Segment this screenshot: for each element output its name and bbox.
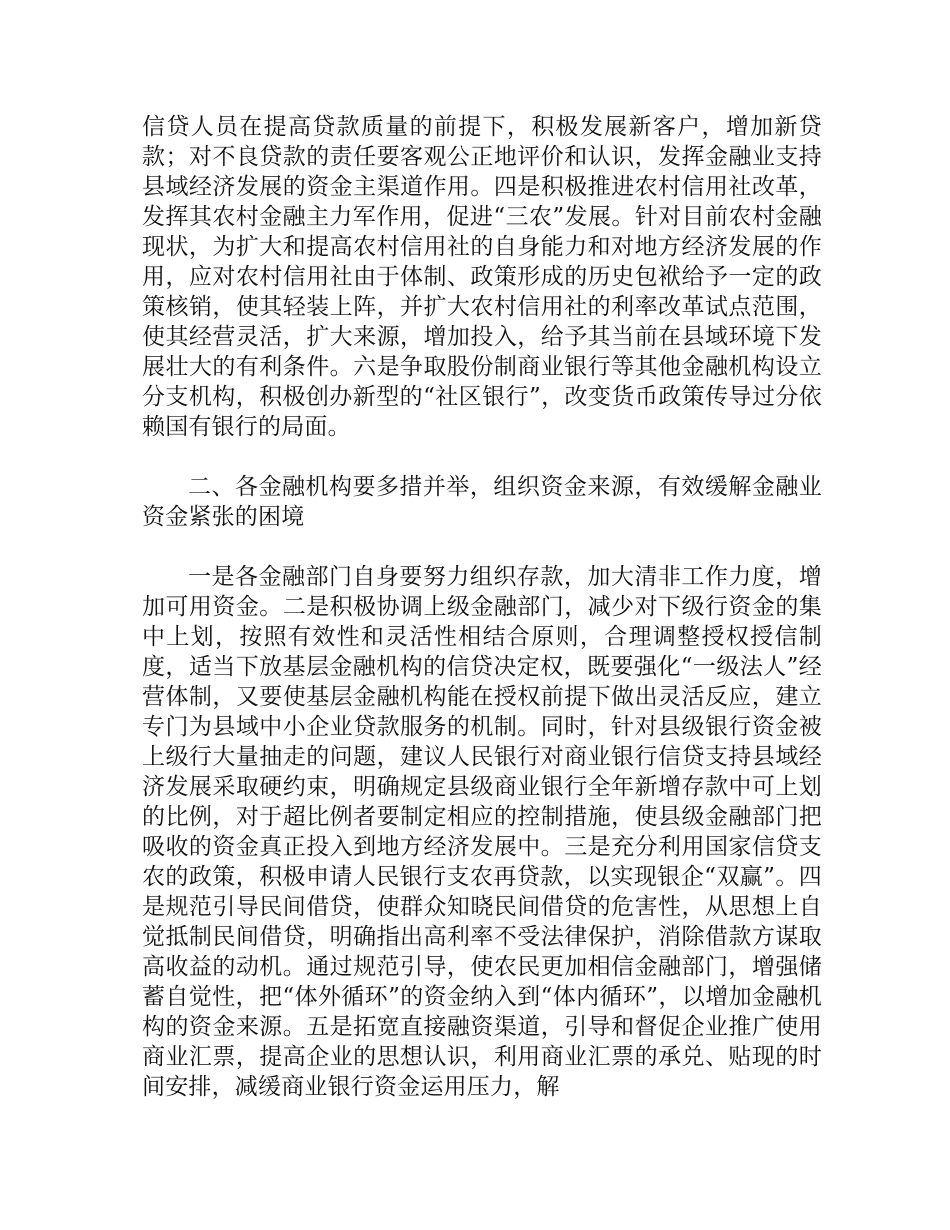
paragraph-gap xyxy=(142,532,822,562)
document-body xyxy=(142,112,822,1102)
paragraph-continuation: 信贷人员在提高贷款质量的前提下，积极发展新客户，增加新贷款；对不良贷款的责任要客观公正地评价和认识，发挥金融业支持县域经济发展的资金主渠道作用。四是积极推进农村信用社改革，发挥其农村金融主力军作用，促进“三农”发展。针对目前农村金融现状，为扩大和提高农村信用社的自身能力和对地方经济发展的作用，应对农村信用社由于体制、政策形成的历史包袱给予一定的政策核销，使其轻装上阵，并扩大农村信用社的利率改革试点范围，使其经营灵活，扩大来源，增加投入，给予其当前在县域环境下发展壮大的有利条件。六是争取股份制商业银行等其他金融机构设立分支机构，积极创办新型的“社区银行”，改变货币政策传导过分依赖国有银行的局面。 xyxy=(142,114,822,440)
section-heading: 二、各金融机构要多措并举，组织资金来源，有效缓解金融业资金紧张的困境 xyxy=(142,474,822,530)
paragraph-gap xyxy=(142,442,822,472)
paragraph-body: 一是各金融部门自身要努力组织存款，加大清非工作力度，增加可用资金。二是积极协调上级金融部门，减少对下级行资金的集中上划，按照有效性和灵活性相结合原则，合理调整授权授信制度，适当下放基层金融机构的信贷决定权，既要强化“一级法人”经营体制，又要使基层金融机构能在授权前提下做出灵活反应，建立专门为县域中小企业贷款服务的机制。同时，针对县级银行资金被上级行大量抽走的问题，建议人民银行对商业银行信贷支持县域经济发展采取硬约束，明确规定县级商业银行全年新增存款中可上划的比例，对于超比例者要制定相应的控制措施，使县级金融部门把吸收的资金真正投入到地方经济发展中。三是充分利用国家信贷支农的政策，积极申请人民银行支农再贷款，以实现银企“双赢”。四是规范引导民间借贷，使群众知晓民间借贷的危害性，从思想上自觉抵制民间借贷，明确指出高利率不受法律保护，消除借款方谋取高收益的动机。通过规范引导，使农民更加相信金融部门，增强储蓄自觉性，把“体外循环”的资金纳入到“体内循环”，以增加金融机构的资金来源。五是拓宽直接融资渠道，引导和督促企业推广使用商业汇票，提高企业的思想认识，利用商业汇票的承兑、贴现的时间安排，减缓商业银行资金运用压力，解 xyxy=(142,564,822,1100)
